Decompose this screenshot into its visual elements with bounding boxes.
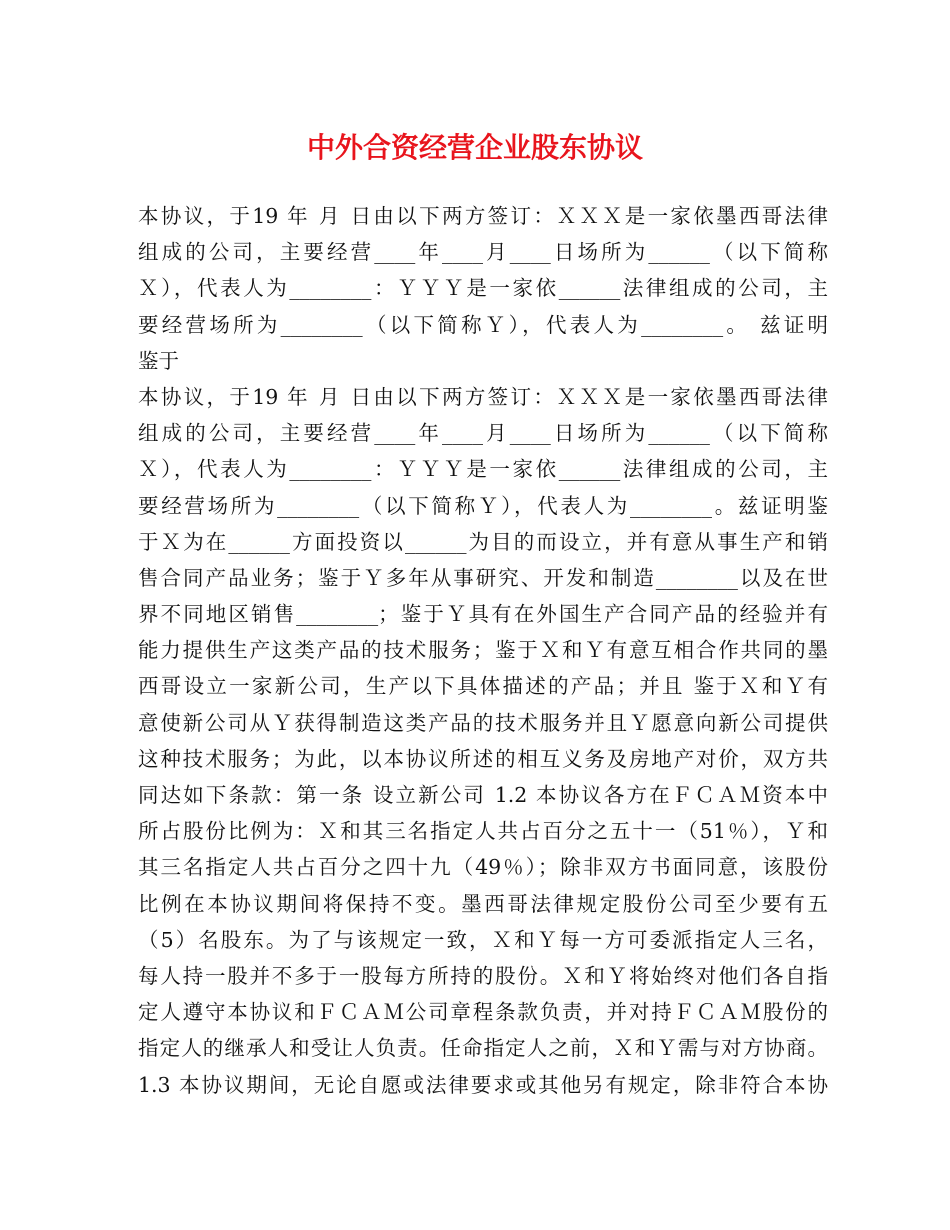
- body-line: 界不同地区销售________；鉴于Ｙ具有在外国生产合同产品的经验并有: [138, 602, 828, 627]
- body-line: 这种技术服务；为此，以本协议所述的相互义务及房地产对价，双方共: [138, 746, 828, 771]
- document-body: [138, 198, 828, 1103]
- body-line: 组成的公司，主要经营____年____月____日场所为______（以下简称: [138, 421, 828, 446]
- body-line: 于Ｘ为在______方面投资以______为目的而设立，并有意从事生产和销: [138, 529, 828, 554]
- body-line: Ｘ），代表人为________：ＹＹＹ是一家依______法律组成的公司，主: [138, 276, 828, 301]
- body-line: 组成的公司，主要经营____年____月____日场所为______（以下简称: [138, 240, 828, 265]
- body-line: Ｘ），代表人为________：ＹＹＹ是一家依______法律组成的公司，主: [138, 457, 828, 482]
- body-line: 1.3 本协议期间，无论自愿或法律要求或其他另有规定，除非符合本协: [138, 1072, 828, 1097]
- document-title: 中外合资经营企业股东协议: [306, 131, 643, 164]
- body-line: 西哥设立一家新公司，生产以下具体描述的产品；并且 鉴于Ｘ和Ｙ有: [138, 674, 828, 699]
- body-line: 比例在本协议期间将保持不变。墨西哥法律规定股份公司至少要有五: [138, 891, 828, 916]
- body-line: 所占股份比例为：Ｘ和其三名指定人共占百分之五十一（51％），Ｙ和: [138, 819, 828, 844]
- body-line: 要经营场所为________（以下简称Ｙ），代表人为________。 兹证明: [138, 312, 828, 337]
- body-line: 售合同产品业务；鉴于Ｙ多年从事研究、开发和制造________以及在世: [138, 565, 828, 590]
- body-line: 要经营场所为________（以下简称Ｙ），代表人为________。兹证明鉴: [138, 493, 828, 518]
- body-line: 定人遵守本协议和ＦＣＡＭ公司章程条款负责，并对持ＦＣＡＭ股份的: [138, 1000, 828, 1025]
- body-line: 指定人的继承人和受让人负责。任命指定人之前，Ｘ和Ｙ需与对方协商。: [138, 1036, 828, 1061]
- body-line: 意使新公司从Ｙ获得制造这类产品的技术服务并且Ｙ愿意向新公司提供: [138, 710, 828, 735]
- body-line: 鉴于: [138, 348, 179, 373]
- body-line: 同达如下条款：第一条 设立新公司 1.2 本协议各方在ＦＣＡＭ资本中: [138, 783, 828, 807]
- body-line: 其三名指定人共占百分之四十九（49％）；除非双方书面同意，该股份: [138, 855, 828, 880]
- body-line: 每人持一股并不多于一股每方所持的股份。Ｘ和Ｙ将始终对他们各自指: [138, 963, 828, 988]
- body-line: 能力提供生产这类产品的技术服务；鉴于Ｘ和Ｙ有意互相合作共同的墨: [138, 638, 828, 663]
- body-line: 本协议，于19 年 月 日由以下两方签订：ＸＸＸ是一家依墨西哥法律: [138, 384, 828, 409]
- body-line: 本协议，于19 年 月 日由以下两方签订：ＸＸＸ是一家依墨西哥法律: [138, 204, 828, 228]
- body-line: （5）名股东。为了与该规定一致，Ｘ和Ｙ每一方可委派指定人三名，: [138, 927, 828, 952]
